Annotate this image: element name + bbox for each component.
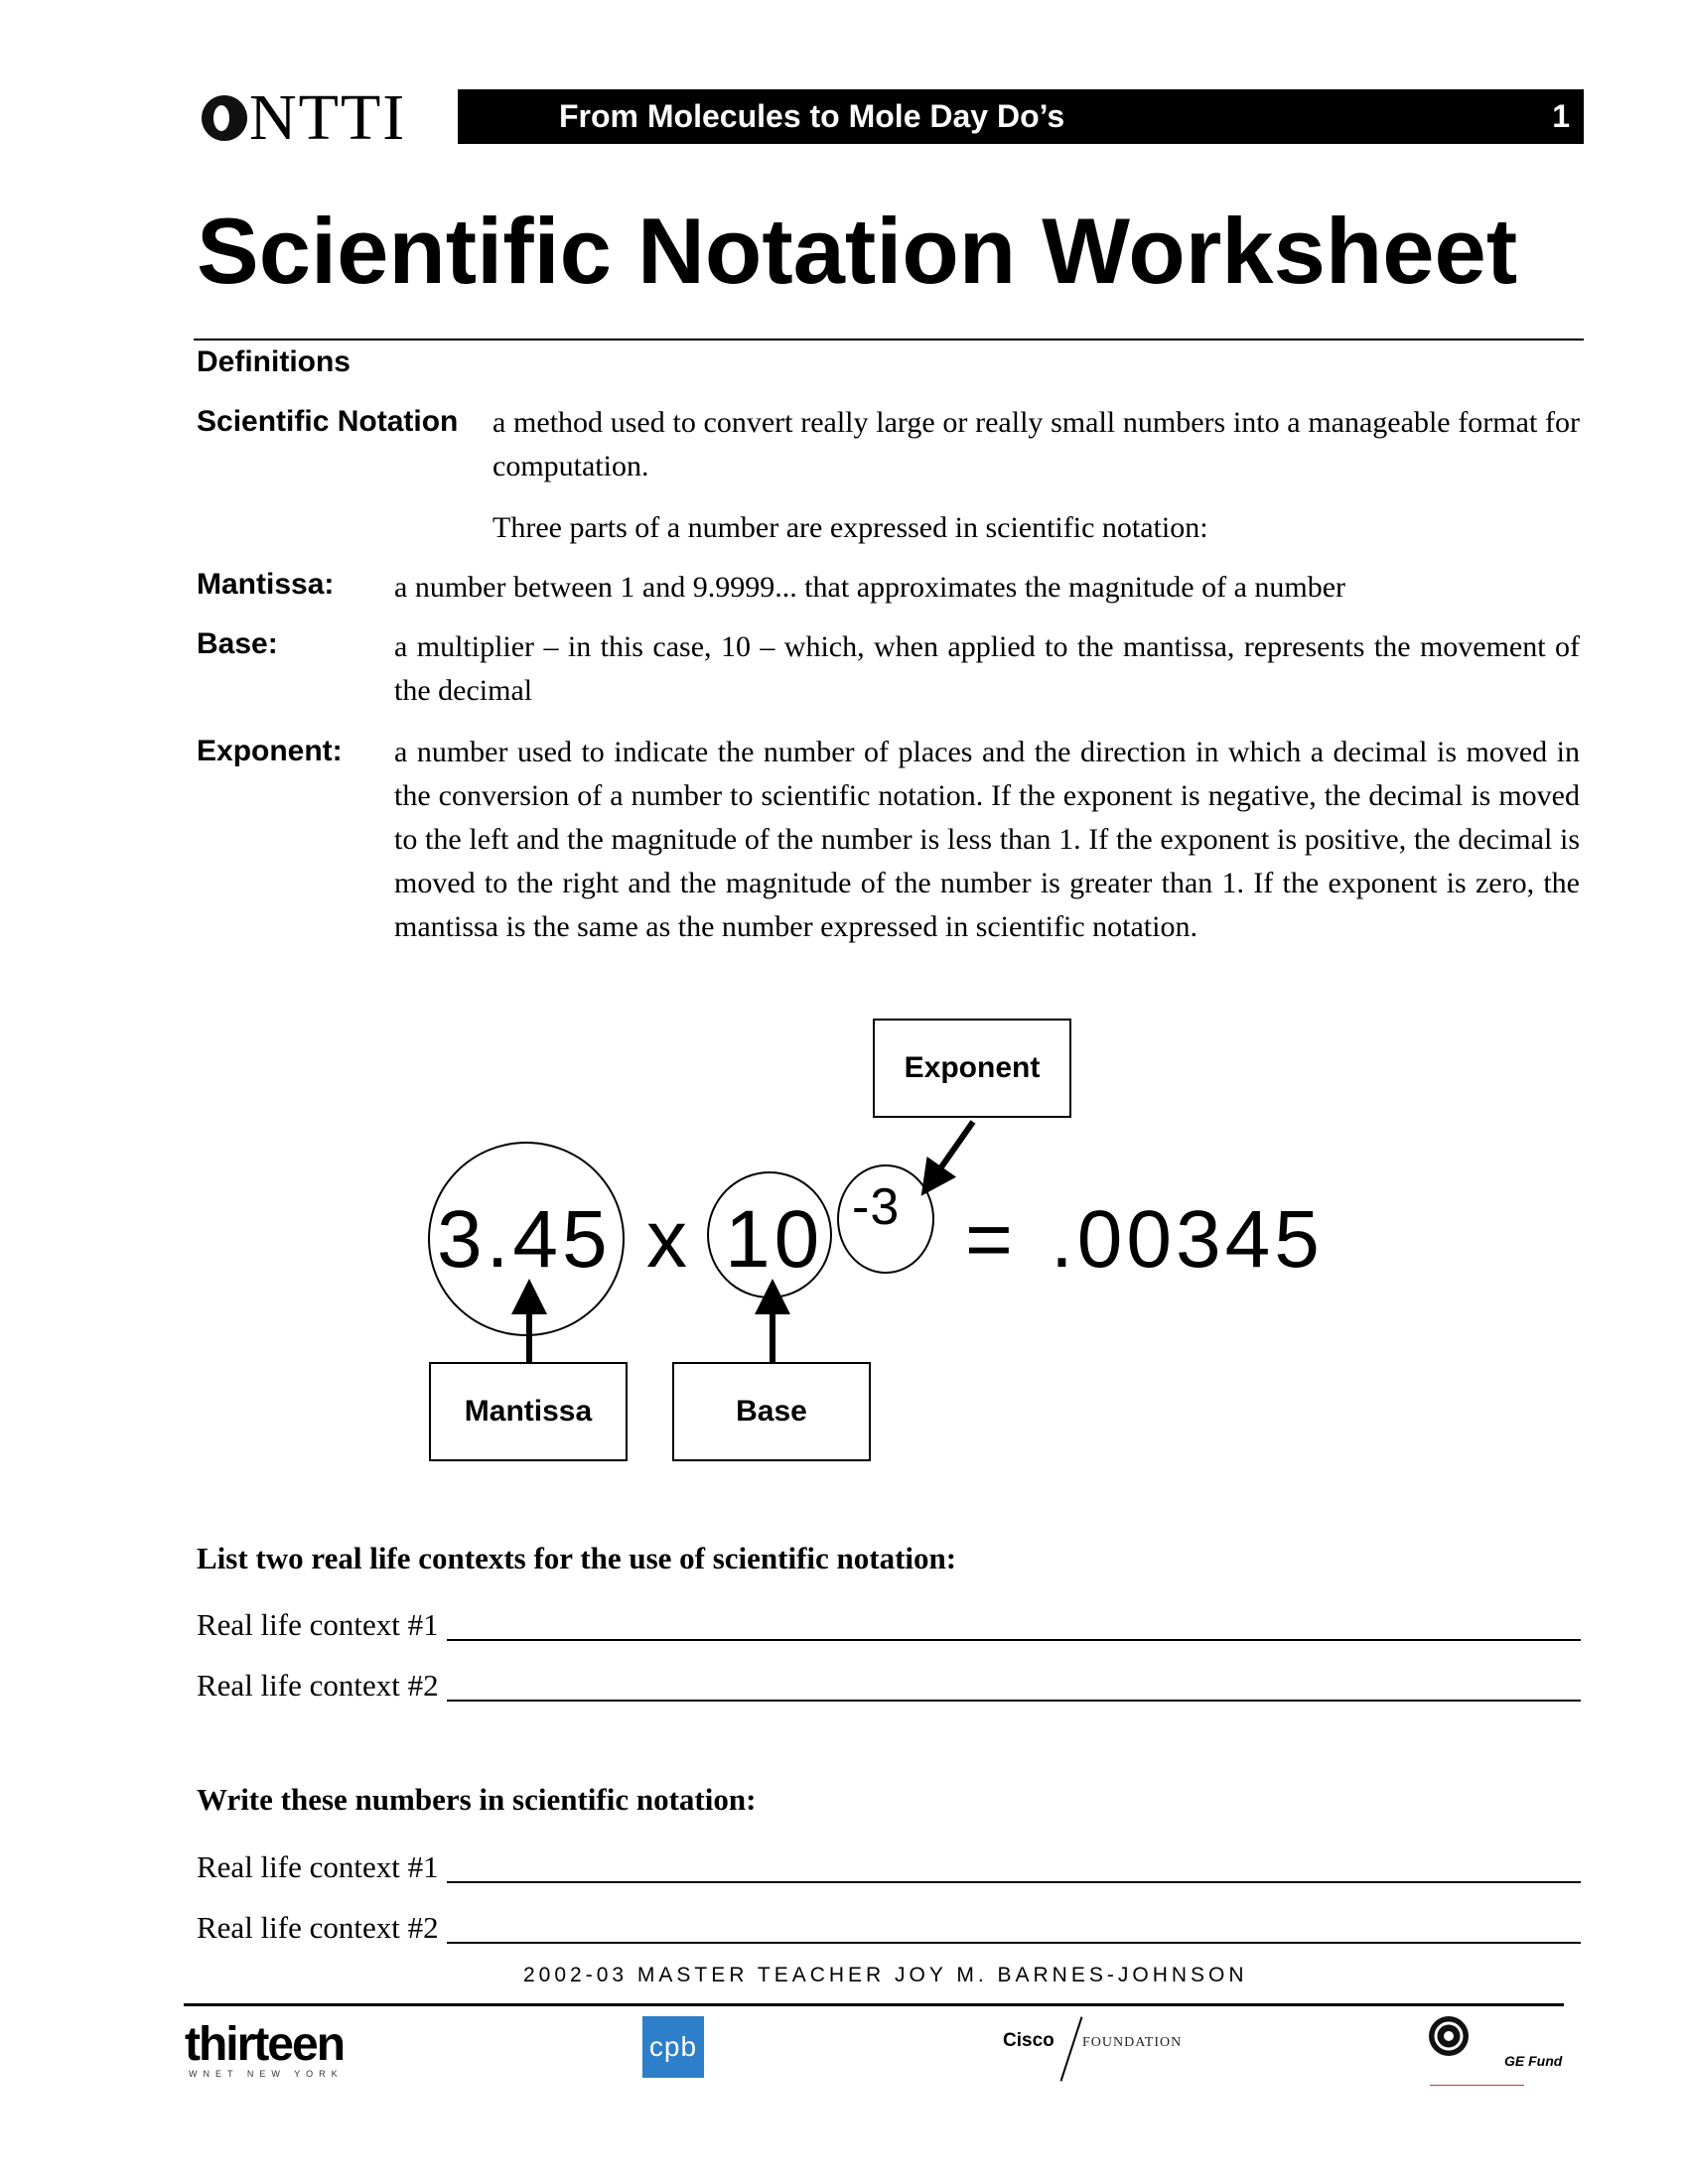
ge-fund-text: GE Fund: [1504, 2053, 1563, 2069]
ntti-logo-text: NTTI: [249, 81, 407, 154]
thirteen-logo-subtext: WNET NEW YORK: [189, 2069, 344, 2079]
answer-label: Real life context #2: [197, 1910, 439, 1945]
answer-blank-line[interactable]: [447, 1605, 1581, 1641]
answer-label: Real life context #2: [197, 1668, 439, 1703]
page-number: 1: [1552, 98, 1570, 134]
footer-credit: 2002-03 MASTER TEACHER JOY M. BARNES-JOHNSON: [523, 1964, 1248, 1986]
base-label-box: [672, 1362, 871, 1461]
question-2-heading: Write these numbers in scientific notation:: [197, 1782, 757, 1817]
mantissa-label: Mantissa: [464, 1395, 593, 1428]
base-term: Base:: [197, 627, 278, 660]
times-sign: x: [646, 1194, 691, 1285]
question-1-answer-row-2: [197, 1662, 1581, 1706]
thirteen-logo: thirteen: [185, 2018, 345, 2071]
base-value: 10: [725, 1194, 824, 1285]
exponent-arrow: [931, 1122, 973, 1181]
cisco-logo: Cisco: [1003, 2030, 1055, 2051]
answer-blank-line[interactable]: [447, 1666, 1581, 1702]
exponent-label: Exponent: [904, 1051, 1041, 1084]
ge-emblem-icon: [1428, 2015, 1470, 2057]
mantissa-term: Mantissa:: [197, 568, 335, 601]
definitions-heading: Definitions: [197, 345, 351, 378]
answer-blank-line[interactable]: [447, 1847, 1581, 1883]
exponent-definition: a number used to indicate the number of places and the direction in which a decimal is moved in the conversion of a number to scientific notation. If the exponent is negative, the decimal is moved to the left and the magnitude of the number is less than 1. If the exponent is positive, the decimal is moved to the right and the magnitude of the number is greater than 1. If the exponent is zero, the mantissa is the same as the number expressed in scientific notation.: [394, 736, 1580, 943]
equals-sign: =: [965, 1194, 1017, 1285]
cisco-foundation-text: FOUNDATION: [1082, 2035, 1183, 2050]
result-value: .00345: [1051, 1194, 1324, 1285]
question-2-answer-row-2: [197, 1904, 1581, 1948]
three-parts-note: Three parts of a number are expressed in scientific notation:: [492, 511, 1208, 544]
page-title: Scientific Notation Worksheet: [197, 199, 1518, 303]
question-1-answer-row-1: [197, 1601, 1581, 1645]
exponent-term: Exponent:: [197, 735, 343, 767]
base-label: Base: [736, 1395, 807, 1428]
header-title: From Molecules to Mole Day Do’s: [559, 98, 1065, 134]
scientific-notation-term: Scientific Notation: [197, 405, 459, 438]
scientific-notation-definition: a method used to convert really large or really small numbers into a manageable format for computation.: [492, 406, 1580, 482]
answer-blank-line[interactable]: [447, 1908, 1581, 1944]
ge-underline: [1430, 2085, 1524, 2086]
question-1-heading: List two real life contexts for the use of scientific notation:: [197, 1541, 957, 1575]
base-definition: a multiplier – in this case, 10 – which, when applied to the mantissa, represents the movement of the decimal: [394, 630, 1580, 707]
mantissa-value: 3.45: [437, 1194, 612, 1285]
answer-label: Real life context #1: [197, 1607, 439, 1642]
footer-divider: [184, 2003, 1564, 2006]
answer-label: Real life context #1: [197, 1849, 439, 1884]
cpb-logo: cpb: [642, 2016, 704, 2078]
question-2-answer-row-1: [197, 1843, 1581, 1887]
mantissa-label-box: [429, 1362, 628, 1461]
mantissa-definition: a number between 1 and 9.9999... that approximates the magnitude of a number: [394, 571, 1346, 604]
exponent-value: -3: [852, 1178, 901, 1236]
